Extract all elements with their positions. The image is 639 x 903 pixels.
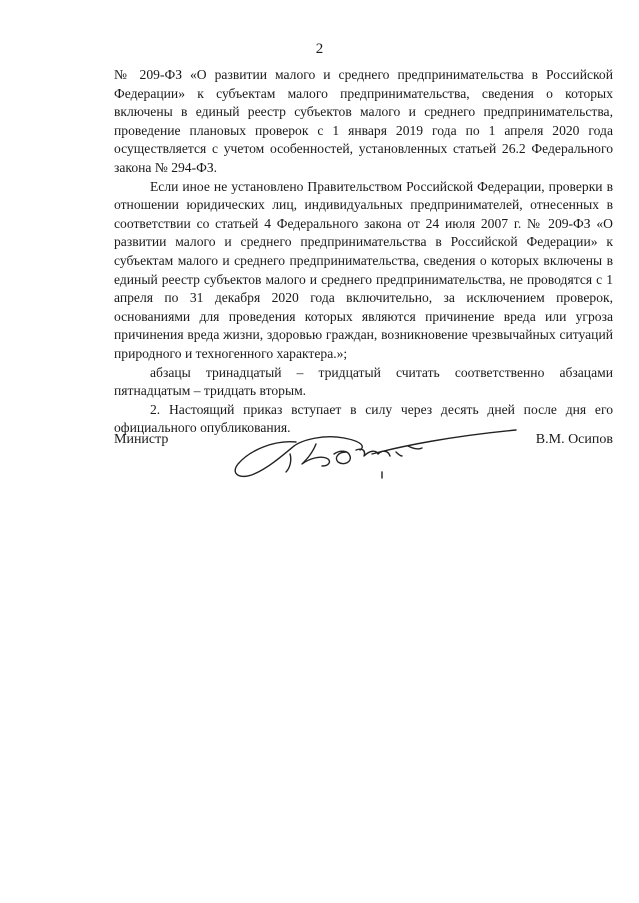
paragraph-1: № 209-ФЗ «О развитии малого и среднего предпринимательства в Российской Федерации» к субъектам малого предпринимательства, сведения о которых включены в единый реестр субъектов малого и среднего предпринимательства, проведение плановых проверок с 1 января 2019 года по 1 апреля 2020 года осуществляется с учетом особенностей, установленных статьей 26.2 Федерального закона № 294-ФЗ. <box>114 67 613 175</box>
signature-block <box>114 420 613 500</box>
document-body <box>114 66 613 438</box>
signer-name: В.М. Осипов <box>535 432 613 447</box>
page-number: 2 <box>315 41 324 57</box>
signer-title: Министр <box>114 432 169 447</box>
paragraph-4: 2. Настоящий приказ вступает в силу через десять дней после дня его официального опубликования. <box>114 401 613 436</box>
handwritten-signature-image <box>232 420 522 490</box>
paragraph-3: абзацы тринадцатый – тридцатый считать соответственно абзацами пятнадцатым – тридцать вторым. <box>114 364 613 399</box>
paragraph-2: Если иное не установлено Правительством Российской Федерации, проверки в отношении юридических лиц, индивидуальных предпринимателей, отнесенных в соответствии со статьей 4 Федерального закона от 24 июля 2007 г. № 209-ФЗ «О развитии малого и среднего предпринимательства в Российской Федерации» к субъектам малого и среднего предпринимательства, сведения о которых включены в единый реестр субъектов малого и среднего предпринимательства, не проводятся с 1 апреля по 31 декабря 2020 года включительно, за исключением проверок, основаниями для проведения которых являются причинение вреда или угроза причинения вреда жизни, здоровью граждан, возникновение чрезвычайных ситуаций природного и техногенного характера.»; <box>114 178 613 361</box>
